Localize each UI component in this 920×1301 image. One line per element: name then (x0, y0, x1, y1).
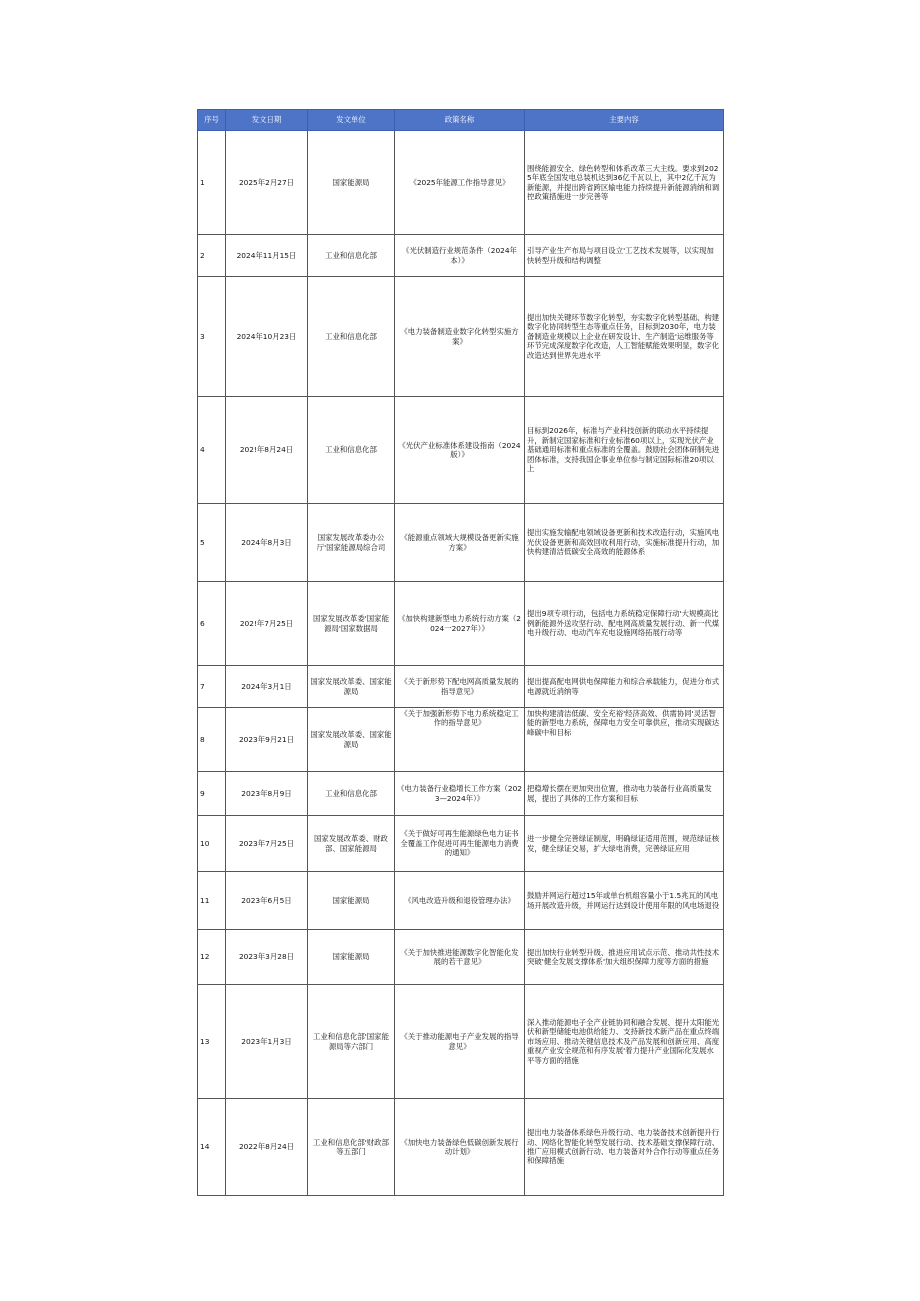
row-policy: 《关于新形势下配电网高质量发展的指导意见》 (395, 666, 525, 708)
row-date: 2023年7月25日 (226, 816, 308, 872)
row-issuer: 工业和信息化部 (308, 772, 395, 816)
row-number: 3 (198, 277, 226, 397)
row-issuer: 国家能源局 (308, 930, 395, 985)
row-issuer: 工业和信息化部'国家能源局等六部门 (308, 985, 395, 1099)
row-content: 深入推动能源电子全产业链协同和融合发展、提升太阳能光伏和新型储能电池供给能力、支持新技术新产品在重点终端市场应用、推动关键信息技术及产品发展和创新应用、高度重视产业安全规范和有序发展'着力提升产业国际化发展水平等方面的措施 (525, 985, 724, 1099)
row-date: 202!年7月25日 (226, 582, 308, 666)
row-policy: 《加快构建新型电力系统行动方案（2024一2027年）》 (395, 582, 525, 666)
row-number: 13 (198, 985, 226, 1099)
row-content: 引导产业生产布局与项目设立'工艺技术发展等，以实现加快转型升级和结构调整 (525, 235, 724, 277)
table-row (198, 772, 724, 816)
row-policy: 《光伏制造行业规范条件（2024年本）》 (395, 235, 525, 277)
row-policy: 《电力装备行业稳增长工作方案（2023—2024年）》 (395, 772, 525, 816)
header-content: 主要内容 (525, 110, 724, 131)
row-number: 11 (198, 872, 226, 930)
row-content: 目标到2026年，标准与产业科技创新的联动水平持续提升，新制定国家标准和行业标准60项以上，实现光伏产业基础通用标准和重点标准的全覆盖。鼓励社会团体研制先进团体标准，支持我国企事业单位参与制定国际标准20项以上 (525, 397, 724, 504)
row-number: 4 (198, 397, 226, 504)
row-content: 提出加快行业转型升级、推进应用试点示范、推动共性技术突破'健全发展支撑体系'加大组织保障力度等方面的措施 (525, 930, 724, 985)
table-row (198, 872, 724, 930)
row-number: 8 (198, 708, 226, 772)
row-content: 提出电力装备体系绿色升级行动、电力装备技术创新提升行动、网络化智能化转型发展行动、技术基础支撑保障行动、推广应用模式创新行动、电力装备对外合作行动等重点任务和保障措施 (525, 1099, 724, 1196)
header-policy: 政策名称 (395, 110, 525, 131)
row-number: 14 (198, 1099, 226, 1196)
row-issuer: 工业和信息化部 (308, 235, 395, 277)
row-date: 2023年9月21日 (226, 708, 308, 772)
row-date: 2024年8月3日 (226, 504, 308, 582)
row-date: 2023年8月9日 (226, 772, 308, 816)
row-policy: 《关于加快推进能源数字化智能化发展的若干意见》 (395, 930, 525, 985)
row-number: 6 (198, 582, 226, 666)
header-date: 发文日期 (226, 110, 308, 131)
table-row (198, 582, 724, 666)
row-date: 2023年1月3日 (226, 985, 308, 1099)
row-date: 202!年8月24日 (226, 397, 308, 504)
row-issuer: 国家发展改革委、国家能源局 (308, 666, 395, 708)
table-row (198, 235, 724, 277)
row-policy: 《关于做好可再生能源绿色电力证书全覆盖工作促进可再生能源电力消费的通知》 (395, 816, 525, 872)
row-content: 提出实施发输配电领域设备更新和技术改造行动，实施风电光伏设备更新和高效回收利用行动，实施标准提升行动，加快构建清洁低碳安全高效的能源体系 (525, 504, 724, 582)
header-issuer: 发文单位 (308, 110, 395, 131)
row-date: 2023年3月28日 (226, 930, 308, 985)
row-content: 提出加快关键环节数字化转型，夯实数字化转型基础、构建数字化协同转型生态等重点任务，目标到2030年，电力装备制造业规模以上企业在研发设计、生产制造'运维服务等环节完成深度数字化改造，人工智能赋能效果明显，数字化改造达到世界先进水平 (525, 277, 724, 397)
row-issuer: 国家发展改革委、财政部、国家能源局 (308, 816, 395, 872)
row-date: 2022年8月24日 (226, 1099, 308, 1196)
row-issuer: 国家能源局 (308, 131, 395, 235)
row-content: 提出提高配电网供电保障能力和综合承载能力，促进分布式电源就近消纳等 (525, 666, 724, 708)
row-date: 2025年2月27日 (226, 131, 308, 235)
row-policy: 《光伏产业标准体系建设指南（2024版）》 (395, 397, 525, 504)
row-date: 2024年10月23日 (226, 277, 308, 397)
row-number: 12 (198, 930, 226, 985)
table-row (198, 985, 724, 1099)
row-policy: 《2025年能源工作指导意见》 (395, 131, 525, 235)
row-issuer: 工业和信息化部'财政部等五部门 (308, 1099, 395, 1196)
table-row (198, 131, 724, 235)
row-policy: 《关于加强新形势下电力系统稳定工作的指导意见》 (395, 708, 525, 772)
row-issuer: 工业和信息化部 (308, 397, 395, 504)
row-date: 2024年11月15日 (226, 235, 308, 277)
row-number: 7 (198, 666, 226, 708)
row-content: 加快构建清洁低碳、安全充裕'经济高效、供需协同'灵活智能的新型电力系统，保障电力安全可靠供应，推动实现碳达峰碳中和目标 (525, 708, 724, 772)
table-row (198, 397, 724, 504)
table-row (198, 816, 724, 872)
row-content: 进一步健全完善绿证制度，明确绿证适用范围，规范绿证核发，健全绿证交易，扩大绿电消费，完善绿证应用 (525, 816, 724, 872)
row-policy: 《能源重点领域大规模设备更新实施方案》 (395, 504, 525, 582)
table-row (198, 666, 724, 708)
row-number: 10 (198, 816, 226, 872)
table-row (198, 277, 724, 397)
row-content: 围绕能源安全、绿色转型和体系改革三大主线。要求到2025年底全国发电总装机达到36亿千瓦以上，其中2亿千瓦为新能源，并提出跨省跨区输电能力持续提升新能源消纳和调控政策措施进一步完善等 (525, 131, 724, 235)
row-policy: 《电力装备制造业数字化转型实施方案》 (395, 277, 525, 397)
row-content: 把稳增长摆在更加突出位置，推动电力装备行业高质量发展，提出了具体的工作方案和目标 (525, 772, 724, 816)
row-issuer: 国家发展改革委'国家能源局'国家数据局 (308, 582, 395, 666)
row-number: 9 (198, 772, 226, 816)
row-issuer: 工业和信息化部 (308, 277, 395, 397)
row-date: 2024年3月1日 (226, 666, 308, 708)
table-row (198, 930, 724, 985)
table-row (198, 708, 724, 772)
row-date: 2023年6月5日 (226, 872, 308, 930)
table-row (198, 504, 724, 582)
row-number: 1 (198, 131, 226, 235)
row-policy: 《关于推动能源电子产业发展的指导意见》 (395, 985, 525, 1099)
policy-table (197, 109, 724, 1196)
row-number: 5 (198, 504, 226, 582)
row-issuer: 国家发展改革委、国家能源局 (308, 708, 395, 772)
row-issuer: 国家发展改革委办公厅'国家能源局综合司 (308, 504, 395, 582)
header-row (198, 110, 724, 131)
row-policy: 《加快电力装备绿色低碳创新发展行动计划》 (395, 1099, 525, 1196)
table-row (198, 1099, 724, 1196)
header-no: 序号 (198, 110, 226, 131)
row-content: 提出9项专项行动，包括电力系统稳定保障行动'大规模高比例新能源外送攻坚行动、配电网高质量发展行动、新一代煤电升级行动、电动汽车充电设施网络拓展行动等 (525, 582, 724, 666)
row-number: 2 (198, 235, 226, 277)
row-issuer: 国家能源局 (308, 872, 395, 930)
row-content: 鼓励并网运行超过15年或单台机组容量小于1.5兆瓦的风电场开展改造升级，并网运行达到设计使用年限的风电场退役 (525, 872, 724, 930)
row-policy: 《风电改造升级和退役管理办法》 (395, 872, 525, 930)
